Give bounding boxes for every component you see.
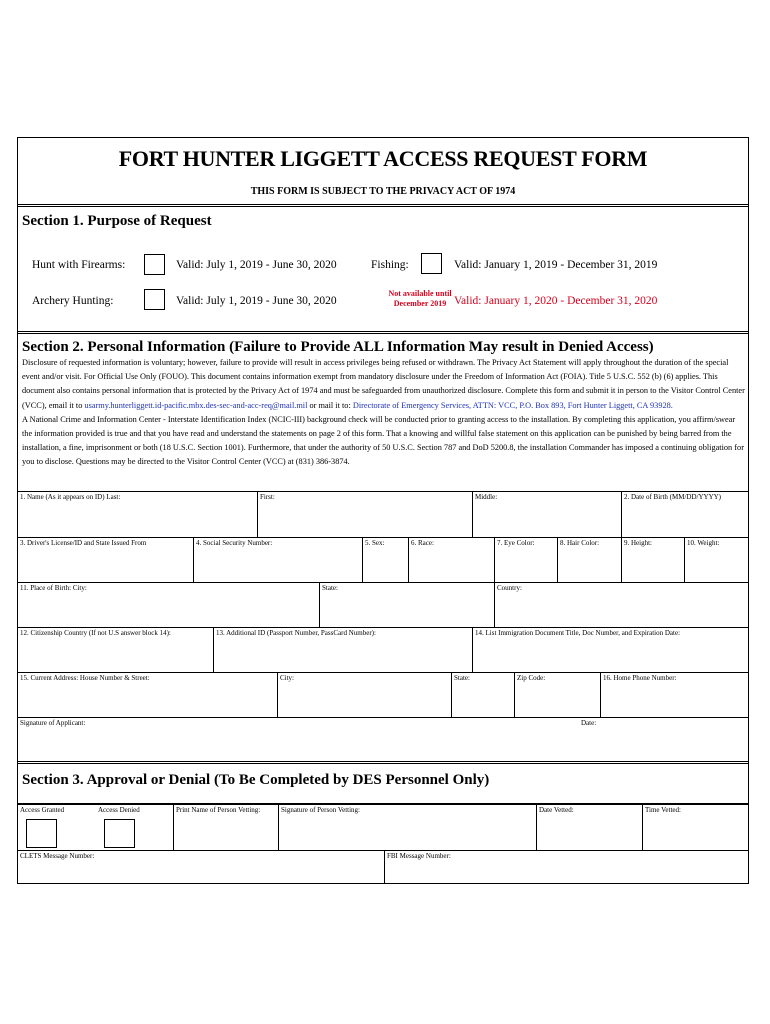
weight-label: 10. Weight: — [687, 539, 720, 547]
identity-row — [18, 537, 748, 582]
section3-title: Section 3. Approval or Denial (To Be Completed by DES Personnel Only) — [22, 772, 490, 788]
message-numbers-row — [18, 850, 748, 883]
privacy-text-mid: or mail it to: — [307, 400, 353, 410]
name-row — [18, 491, 748, 537]
fbi-message-field[interactable] — [385, 851, 748, 883]
access-denied-label: Access Denied — [98, 806, 140, 814]
date-vetted-label: Date Vetted: — [539, 806, 574, 814]
last-name-label: 1. Name (As it appears on ID) Last: — [20, 493, 121, 501]
citizenship-label: 12. Citizenship Country (If not U.S answer block 14): — [20, 629, 171, 637]
drivers-license-label: 3. Driver's License/ID and State Issued From — [20, 539, 147, 547]
form-title: FORT HUNTER LIGGETT ACCESS REQUEST FORM — [118, 146, 648, 171]
archery-label: Archery Hunting: — [32, 295, 114, 307]
citizenship-field[interactable] — [18, 628, 214, 672]
zip-code-label: Zip Code: — [517, 674, 546, 682]
home-phone-label: 16. Home Phone Number: — [603, 674, 677, 682]
sex-field[interactable] — [363, 538, 409, 582]
additional-id-field[interactable] — [214, 628, 473, 672]
sex-label: 5. Sex: — [365, 539, 385, 547]
privacy-act-notice: THIS FORM IS SUBJECT TO THE PRIVACY ACT OF 1974 — [250, 186, 516, 197]
address-row — [18, 672, 748, 717]
section2-title: Section 2. Personal Information (Failure to Provide ALL Information May result in Denied Access) — [22, 339, 654, 355]
birth-state-label: State: — [322, 584, 338, 592]
date-vetted-field[interactable] — [537, 805, 643, 850]
red-valid-dates: Valid: January 1, 2020 - December 31, 2020 — [454, 295, 658, 307]
ssn-field[interactable] — [194, 538, 363, 582]
immigration-doc-label: 14. List Immigration Document Title, Doc Number, and Expiration Date: — [475, 629, 681, 637]
vetter-name-label: Print Name of Person Vetting: — [176, 806, 261, 814]
eye-color-field[interactable] — [495, 538, 558, 582]
vetter-name-field[interactable] — [174, 805, 279, 850]
height-field[interactable] — [622, 538, 685, 582]
fishing-checkbox[interactable] — [421, 253, 442, 274]
section2-divider — [18, 331, 748, 334]
signature-row — [18, 717, 748, 761]
not-available-line2: December 2019 — [393, 299, 447, 308]
race-field[interactable] — [409, 538, 495, 582]
submission-email-link[interactable]: usarmy.hunterliggett.id-pacific.mbx.des-sec-and-acc-req@mail.mil — [84, 400, 308, 410]
not-available-line1: Not available until — [388, 289, 452, 298]
hair-color-label: 8. Hair Color: — [560, 539, 600, 547]
section3-divider — [18, 761, 748, 764]
birth-state-field[interactable] — [320, 583, 495, 627]
birth-city-field[interactable] — [18, 583, 320, 627]
address-city-label: City: — [280, 674, 295, 682]
first-name-field[interactable] — [258, 492, 473, 537]
eye-color-label: 7. Eye Color: — [497, 539, 535, 547]
middle-name-field[interactable] — [473, 492, 622, 537]
middle-name-label: Middle: — [475, 493, 498, 501]
privacy-statement — [22, 356, 746, 470]
street-address-label: 15. Current Address: House Number & Street: — [20, 674, 150, 682]
applicant-signature-field[interactable] — [18, 718, 748, 761]
hunt-firearms-checkbox[interactable] — [144, 254, 165, 275]
height-label: 9. Height: — [624, 539, 652, 547]
dob-field[interactable] — [622, 492, 748, 537]
first-name-label: First: — [260, 493, 275, 501]
hunt-firearms-valid: Valid: July 1, 2019 - June 30, 2020 — [176, 259, 337, 271]
time-vetted-field[interactable] — [643, 805, 748, 850]
archery-valid: Valid: July 1, 2019 - June 30, 2020 — [176, 295, 337, 307]
applicant-signature-label: Signature of Applicant: — [20, 719, 86, 727]
address-state-field[interactable] — [452, 673, 515, 717]
section1-divider — [18, 204, 748, 207]
access-request-form — [17, 137, 749, 884]
ssn-label: 4. Social Security Number: — [196, 539, 273, 547]
vetter-signature-label: Signature of Person Vetting: — [281, 806, 361, 814]
citizenship-row — [18, 627, 748, 672]
clets-message-label: CLETS Message Number: — [20, 852, 95, 860]
not-available-note — [380, 289, 460, 309]
address-city-field[interactable] — [278, 673, 452, 717]
applicant-date-label: Date: — [581, 719, 597, 727]
access-granted-label: Access Granted — [20, 806, 65, 814]
dob-label: 2. Date of Birth (MM/DD/YYYY) — [624, 493, 722, 501]
address-state-label: State: — [454, 674, 470, 682]
street-address-field[interactable] — [18, 673, 278, 717]
section1-title: Section 1. Purpose of Request — [22, 213, 212, 229]
fishing-label: Fishing: — [371, 259, 409, 271]
hunt-firearms-label: Hunt with Firearms: — [32, 259, 126, 271]
birth-city-label: 11. Place of Birth: City: — [20, 584, 87, 592]
ncic-statement: A National Crime and Information Center - Interstate Identification Index (NCIC-III) background check will be conducted prior to granting access to the installation. By completing this application, you affirm/swear the information provided is true and that you have read and understand the statements on page 2 of this form. That a knowing and willful false statement on this application can be punished by being barred from the installation, a fine, imprisonment or both (18 U.S.C. Section 1001). Furthermore, that under the authority of 50 U.S.C. Section 787 and DoD 5200.8, the installation Commander has imposed a continuing obligation for you to disclose. Questions may be directed to the Visitor Control Center (VCC) at (831) 386-3874. — [22, 414, 744, 467]
birth-country-field[interactable] — [495, 583, 748, 627]
birthplace-row — [18, 582, 748, 627]
approval-row — [18, 803, 748, 850]
privacy-text-1: Disclosure of requested information is voluntary; however, failure to provide will result in access privileges being refused or withdrawn. The Privacy Act Statement will apply throughout the duration of the special event and/or visit. For Official Use Only (FOUO). This document contains information exempt from mandatory disclosure under the Freedom of Information Act (FOIA). Title 5 U.S.C. 552 (b) (6) applies. This document also contains personal information that is protected by the Privacy Act of 1974 and must be safeguarded from unauthorized disclosure. Complete this form and submit it in person to the Visitor Control Center (VCC), email it to — [22, 358, 745, 410]
mailing-address: Directorate of Emergency Services, ATTN: VCC, P.O. Box 893, Fort Hunter Liggett, CA 93928. — [352, 400, 673, 410]
archery-checkbox[interactable] — [144, 289, 165, 310]
home-phone-field[interactable] — [601, 673, 748, 717]
time-vetted-label: Time Vetted: — [645, 806, 681, 814]
last-name-field[interactable] — [18, 492, 258, 537]
fbi-message-label: FBI Message Number: — [387, 852, 451, 860]
race-label: 6. Race: — [411, 539, 434, 547]
clets-message-field[interactable] — [18, 851, 385, 883]
immigration-doc-field[interactable] — [473, 628, 748, 672]
hair-color-field[interactable] — [558, 538, 622, 582]
access-granted-checkbox[interactable] — [26, 819, 57, 848]
zip-code-field[interactable] — [515, 673, 601, 717]
vetter-signature-field[interactable] — [279, 805, 537, 850]
drivers-license-field[interactable] — [18, 538, 194, 582]
access-denied-checkbox[interactable] — [104, 819, 135, 848]
fishing-valid: Valid: January 1, 2019 - December 31, 2019 — [454, 259, 658, 271]
additional-id-label: 13. Additional ID (Passport Number, PassCard Number): — [216, 629, 376, 637]
birth-country-label: Country: — [497, 584, 522, 592]
access-decision-cell — [18, 805, 174, 850]
weight-field[interactable] — [685, 538, 748, 582]
